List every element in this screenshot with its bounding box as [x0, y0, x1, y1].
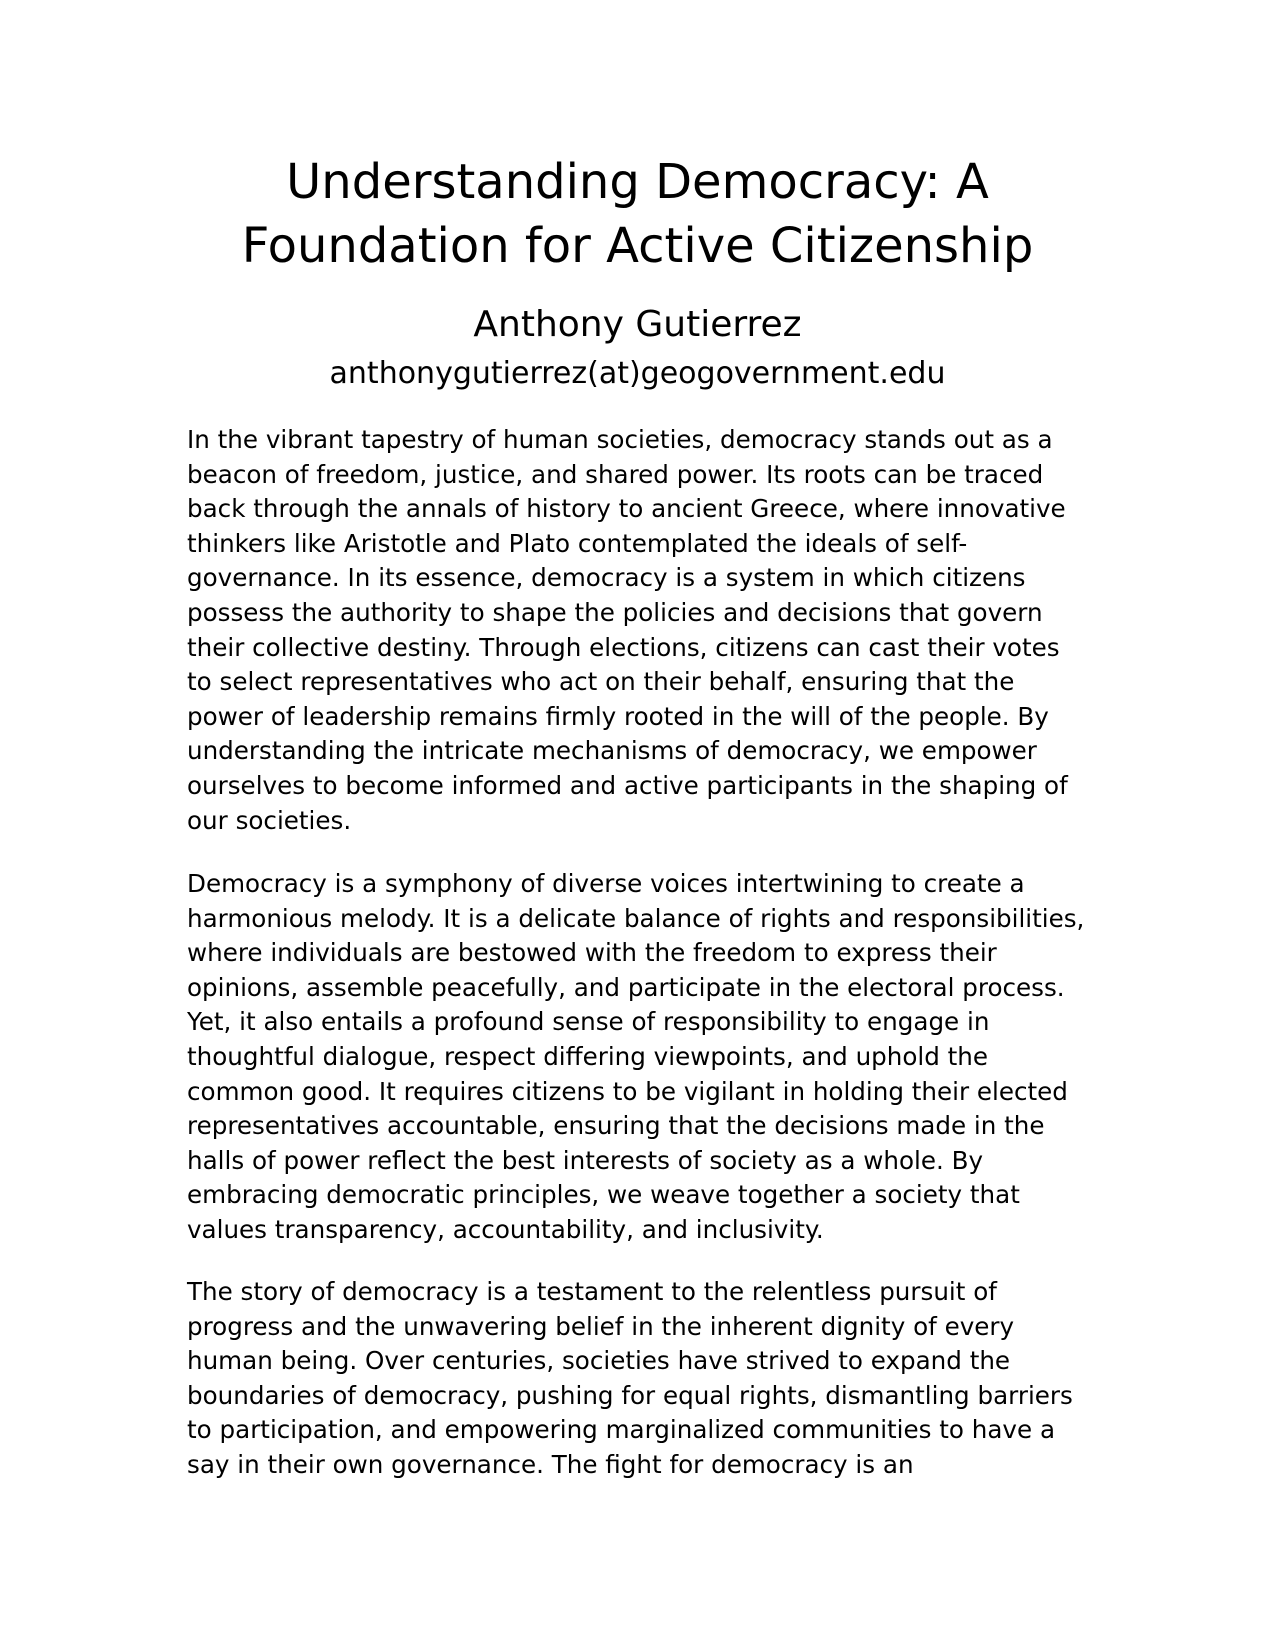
body-paragraph: In the vibrant tapestry of human societies, democracy stands out as a beacon of freedom, justice, and shared power. Its roots can be traced back through the annals of history to ancient Greece, where innovative thinkers like Aristotle and Plato contemplated the ideals of self-governance. In its essence, democracy is a system in which citizens possess the authority to shape the policies and decisions that govern their collective destiny. Through elections, citizens can cast their votes to select representatives who act on their behalf, ensuring that the power of leadership remains firmly rooted in the will of the people. By understanding the intricate mechanisms of democracy, we empower ourselves to become informed and active participants in the shaping of our societies.	[187, 425, 1068, 835]
author-name: Anthony Gutierrez	[473, 304, 802, 345]
body-paragraph: The story of democracy is a testament to the relentless pursuit of progress and the unwavering belief in the inherent dignity of every human being. Over centuries, societies have strived to expand the boundaries of democracy, pushing for equal rights, dismantling barriers to participation, and empowering marginalized communities to have a say in their own governance. The fight for democracy is an	[187, 1277, 1073, 1479]
body-paragraph: Democracy is a symphony of diverse voices intertwining to create a harmonious melody. It is a delicate balance of rights and responsibilities, where individuals are bestowed with the freedom to express their opinions, assemble peacefully, and participate in the electoral process. Yet, it also entails a profound sense of responsibility to engage in thoughtful dialogue, respect differing viewpoints, and uphold the common good. It requires citizens to be vigilant in holding their elected representatives accountable, ensuring that the decisions made in the halls of power reflect the best interests of society as a whole. By embracing democratic principles, we weave together a society that values transparency, accountability, and inclusivity.	[187, 869, 1085, 1244]
author-email: anthonygutierrez(at)geogovernment.edu	[329, 356, 946, 391]
document-title: Understanding Democracy: A Foundation for Active Citizenship	[241, 154, 1034, 274]
